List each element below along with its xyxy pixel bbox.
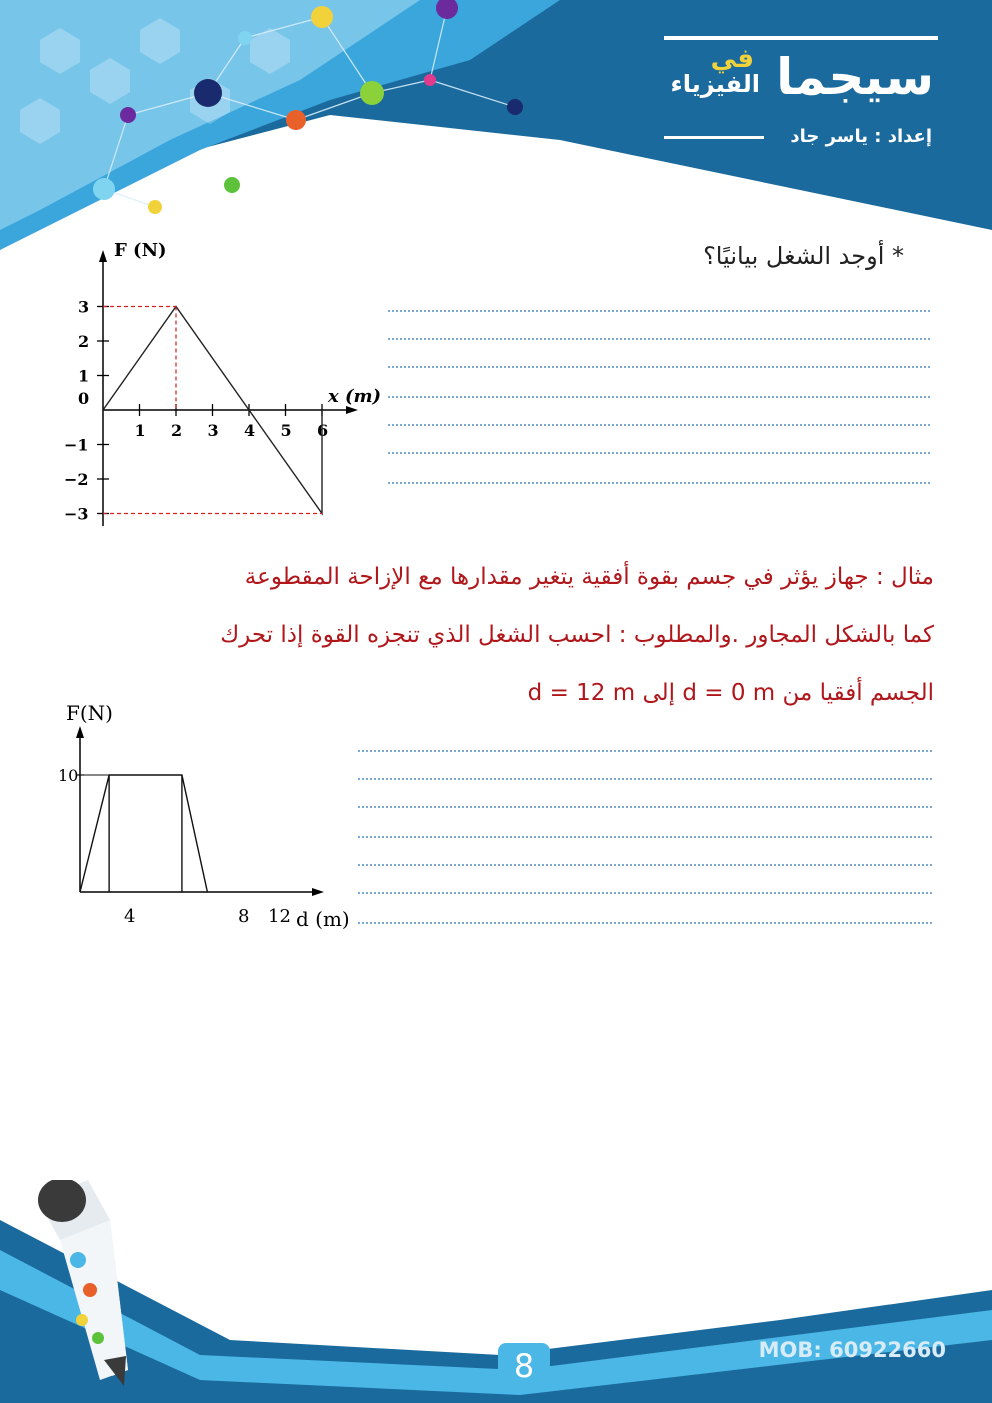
x-tick-label: 3 bbox=[207, 421, 219, 440]
answer-line bbox=[358, 922, 932, 924]
example-from-value: d = 0 m bbox=[682, 680, 776, 706]
answer-line bbox=[388, 310, 930, 312]
example-line-3 bbox=[528, 680, 934, 706]
answer-line bbox=[388, 424, 930, 426]
answer-line bbox=[358, 806, 932, 808]
answer-line bbox=[388, 452, 930, 454]
answer-line bbox=[388, 338, 930, 340]
y-tick-label: −3 bbox=[64, 504, 89, 524]
brand-subtitle: الفيزياء bbox=[670, 70, 760, 98]
y-tick-label: 0 bbox=[78, 389, 90, 408]
example-line3-prefix: الجسم أفقيا من bbox=[782, 680, 934, 706]
x-axis-label: d (m) bbox=[296, 907, 350, 931]
x-tick-label: 1 bbox=[134, 421, 146, 440]
x-tick-label: 2 bbox=[171, 421, 183, 440]
brand-title: سيجما bbox=[776, 48, 934, 106]
question-text: * أوجد الشغل بيانيًا؟ bbox=[703, 242, 904, 270]
y-tick-label: 10 bbox=[58, 766, 79, 785]
footer-banner bbox=[0, 1180, 992, 1403]
y-axis-label: F (N) bbox=[114, 240, 167, 261]
example-to-value: d = 12 m bbox=[527, 680, 636, 706]
answer-line bbox=[358, 836, 932, 838]
example-line3-mid: إلى bbox=[642, 680, 676, 706]
answer-line bbox=[388, 396, 930, 398]
x-tick-label: 5 bbox=[280, 421, 292, 440]
x-tick-label: 12 bbox=[268, 906, 291, 927]
y-tick-label: −2 bbox=[64, 470, 89, 489]
force-series-line bbox=[80, 775, 207, 892]
y-tick-label: −1 bbox=[64, 435, 89, 455]
x-tick-label: 8 bbox=[238, 906, 250, 927]
y-tick-label: 3 bbox=[78, 297, 90, 317]
y-tick-label: 1 bbox=[78, 366, 90, 386]
force-displacement-chart-2 bbox=[50, 694, 360, 940]
brand-fi: في bbox=[710, 44, 754, 74]
answer-line bbox=[388, 366, 930, 368]
y-tick-label: 2 bbox=[78, 332, 90, 351]
x-tick-label: 4 bbox=[124, 906, 136, 927]
y-axis-label: F(N) bbox=[66, 701, 113, 725]
answer-line bbox=[358, 778, 932, 780]
x-tick-label: 6 bbox=[317, 421, 329, 440]
answer-line bbox=[358, 892, 932, 894]
x-axis-label: x (m) bbox=[328, 386, 382, 407]
force-displacement-chart-1 bbox=[50, 236, 400, 536]
x-tick-label: 4 bbox=[244, 421, 256, 440]
answer-line bbox=[388, 482, 930, 484]
example-line-1: مثال : جهاز يؤثر في جسم بقوة أفقية يتغير مقدارها مع الإزاحة المقطوعة bbox=[244, 564, 934, 590]
page-number: 8 bbox=[498, 1343, 550, 1389]
example-line-2: كما بالشكل المجاور .والمطلوب : احسب الشغل الذي تنجزه القوة إذا تحرك bbox=[220, 622, 934, 648]
answer-line bbox=[358, 750, 932, 752]
mobile-number: MOB: 60922660 bbox=[758, 1338, 946, 1362]
author-credit: إعداد : ياسر جاد bbox=[790, 126, 932, 147]
answer-line bbox=[358, 864, 932, 866]
